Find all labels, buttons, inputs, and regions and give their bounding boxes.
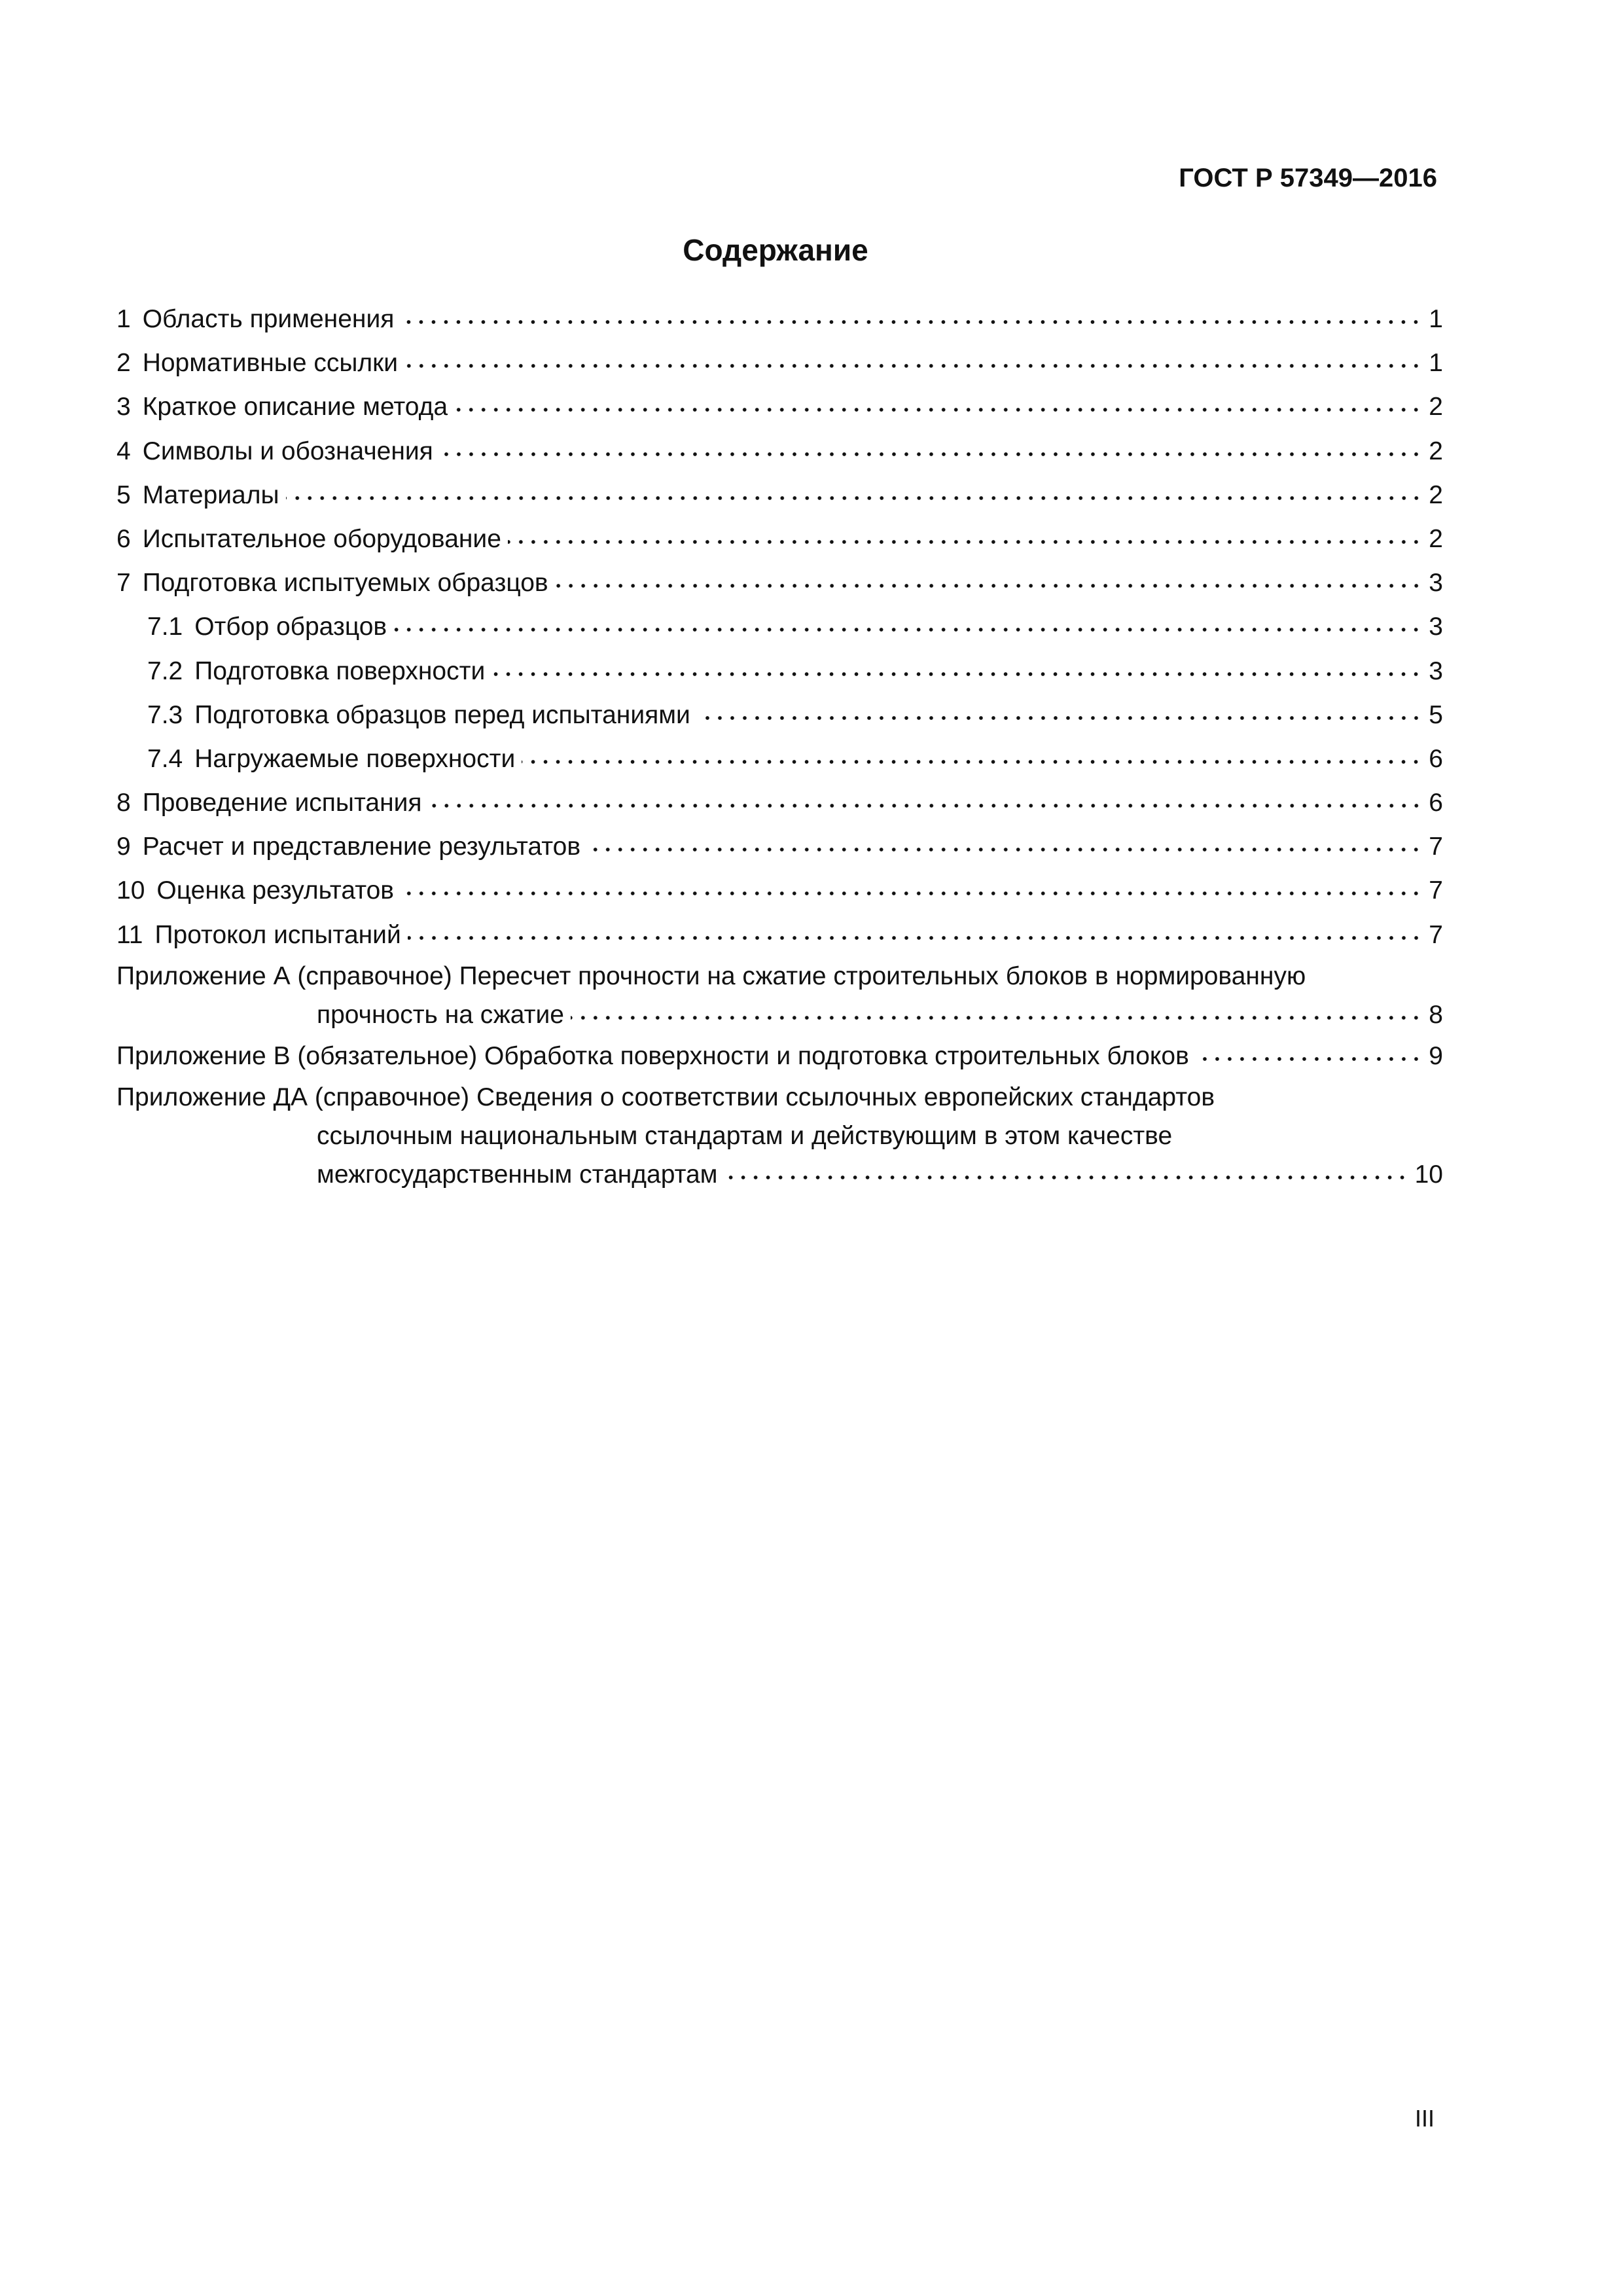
toc-entry-page: 1	[1429, 349, 1443, 378]
toc-entry-label: Область применения	[142, 305, 395, 333]
appendix-title-line: Приложение ДА (справочное) Сведения о соответствии ссылочных европейских стандартов	[116, 1083, 1215, 1111]
appendix-title-line: Приложение А (справочное) Пересчет прочности на сжатие строительных блоков в нормированную	[116, 961, 1306, 990]
document-code: ГОСТ Р 57349—2016	[1179, 164, 1437, 192]
toc-entry-7-2[interactable]	[116, 649, 1443, 693]
toc-entry-10[interactable]	[116, 869, 1443, 912]
dot-leader	[440, 452, 1422, 457]
dot-leader	[404, 363, 1422, 368]
toc-entry-number: 7.3	[147, 700, 183, 729]
dot-leader	[393, 627, 1422, 632]
toc-entry-7[interactable]	[116, 561, 1443, 605]
toc-entry-number: 3	[116, 393, 131, 422]
toc-entry-7-4[interactable]	[116, 737, 1443, 781]
toc-entry-page: 3	[1429, 656, 1443, 685]
toc-entry-8[interactable]	[116, 781, 1443, 825]
toc-entry-page: 2	[1429, 437, 1443, 465]
toc-entry-label: Оценка результатов	[156, 876, 395, 905]
dot-leader	[286, 495, 1423, 501]
toc-entry-1[interactable]	[116, 297, 1443, 341]
toc-entry-number: 7.2	[147, 656, 183, 685]
toc-entry-label: Подготовка испытуемых образцов	[142, 569, 548, 598]
dot-leader	[555, 583, 1423, 588]
toc-entry-page: 3	[1429, 569, 1443, 598]
toc-entry-number: 9	[116, 833, 131, 861]
toc-entry-label: Материалы	[142, 480, 279, 509]
toc-entry-number: 11	[116, 920, 143, 949]
appendix-title-line: Приложение В (обязательное) Обработка поверхности и подготовка строительных блоков	[116, 1041, 1189, 1070]
appendix-title-line: прочность на сжатие	[317, 1000, 564, 1029]
toc-appendix-da[interactable]	[116, 1078, 1443, 1194]
toc-entry-page: 2	[1429, 393, 1443, 422]
appendix-title-line: ссылочным национальным стандартам и действующим в этом качестве	[317, 1121, 1173, 1150]
toc-title: Содержание	[683, 233, 868, 267]
dot-leader	[429, 803, 1423, 808]
toc-entry-label: Подготовка образцов перед испытаниями	[194, 700, 690, 729]
toc-entry-page: 7	[1429, 920, 1443, 949]
toc-entry-label: Подготовка поверхности	[194, 656, 486, 685]
toc-entry-number: 10	[116, 876, 145, 905]
toc-entry-page: 3	[1429, 613, 1443, 641]
toc-entry-page: 6	[1429, 789, 1443, 817]
toc-entry-label: Протокол испытаний	[154, 920, 401, 949]
toc-entry-6[interactable]	[116, 517, 1443, 561]
toc-entry-3[interactable]	[116, 385, 1443, 429]
dot-leader	[1196, 1056, 1422, 1062]
toc-entry-number: 6	[116, 524, 131, 553]
toc-entry-7-3[interactable]	[116, 693, 1443, 737]
toc-entry-number: 1	[116, 305, 131, 333]
toc-entry-page: 6	[1429, 744, 1443, 773]
dot-leader	[401, 891, 1422, 896]
table-of-contents	[116, 297, 1443, 1194]
dot-leader	[587, 847, 1422, 852]
toc-entry-number: 2	[116, 349, 131, 378]
toc-entry-label: Символы и обозначения	[142, 437, 433, 465]
toc-appendix-a[interactable]	[116, 957, 1443, 1034]
page-number: III	[1414, 2105, 1435, 2132]
dot-leader	[571, 1015, 1422, 1020]
toc-appendix-b[interactable]	[116, 1034, 1443, 1078]
toc-entry-number: 5	[116, 480, 131, 509]
toc-entry-label: Краткое описание метода	[142, 393, 448, 422]
toc-entry-label: Нагружаемые поверхности	[194, 744, 516, 773]
toc-entry-number: 7	[116, 569, 131, 598]
appendix-title-line: межгосударственным стандартам	[317, 1160, 718, 1189]
toc-entry-11[interactable]	[116, 913, 1443, 957]
toc-entry-page: 7	[1429, 876, 1443, 905]
toc-entry-number: 4	[116, 437, 131, 465]
dot-leader	[508, 539, 1422, 545]
toc-entry-page: 2	[1429, 480, 1443, 509]
toc-entry-2[interactable]	[116, 341, 1443, 385]
toc-entry-label: Нормативные ссылки	[142, 349, 398, 378]
dot-leader	[522, 759, 1422, 764]
toc-entry-page: 2	[1429, 524, 1443, 553]
dot-leader	[724, 1175, 1408, 1180]
toc-entry-5[interactable]	[116, 473, 1443, 517]
toc-entry-4[interactable]	[116, 429, 1443, 473]
toc-entry-label: Расчет и представление результатов	[142, 833, 581, 861]
toc-entry-page: 7	[1429, 833, 1443, 861]
toc-entry-7-1[interactable]	[116, 605, 1443, 649]
toc-entry-9[interactable]	[116, 825, 1443, 869]
dot-leader	[401, 319, 1422, 325]
toc-entry-page: 1	[1429, 305, 1443, 333]
dot-leader	[697, 715, 1422, 721]
toc-entry-page: 8	[1429, 1000, 1443, 1029]
dot-leader	[491, 672, 1422, 677]
dot-leader	[454, 407, 1422, 412]
toc-entry-page: 5	[1429, 700, 1443, 729]
toc-entry-label: Испытательное оборудование	[142, 524, 501, 553]
toc-entry-page: 9	[1429, 1041, 1443, 1070]
toc-entry-number: 8	[116, 789, 131, 817]
toc-entry-number: 7.4	[147, 744, 183, 773]
toc-entry-label: Отбор образцов	[194, 613, 387, 641]
toc-entry-label: Проведение испытания	[142, 789, 422, 817]
toc-entry-page: 10	[1414, 1160, 1443, 1189]
toc-entry-number: 7.1	[147, 613, 183, 641]
dot-leader	[408, 935, 1423, 941]
